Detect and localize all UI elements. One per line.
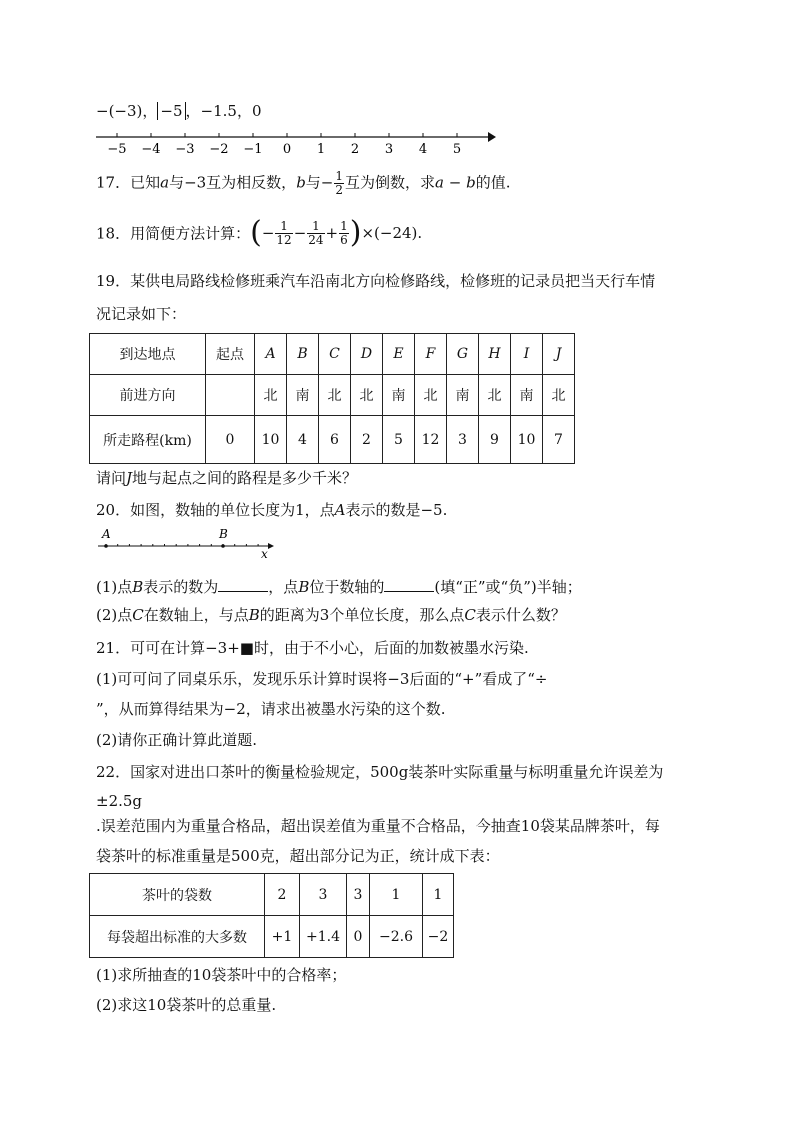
- q22-excess: −2: [423, 916, 454, 958]
- number-line-tick-label: −2: [209, 142, 229, 157]
- q19-direction: 南: [287, 375, 319, 416]
- q20-stem-post: 表示的数是−5.: [345, 501, 448, 519]
- number-line-2: [96, 527, 280, 559]
- number-line-tick-label: 0: [282, 142, 292, 157]
- q21-stem: 21．可可在计算−3+■时，由于不小心，后面的加数被墨水污染.: [96, 639, 529, 657]
- q19-q-post: 地与起点之间的路程是多少千米？: [132, 469, 358, 487]
- q19-distance: 2: [351, 416, 383, 464]
- q19-distance: 10: [511, 416, 543, 464]
- q18-f2-den: 24: [308, 232, 324, 247]
- point-b-dot: [221, 544, 225, 548]
- q17-t5: 的值.: [475, 173, 511, 192]
- q18-open-paren: (: [250, 215, 262, 250]
- q19-point: J: [543, 334, 575, 375]
- q17-t3: 与−: [305, 173, 334, 192]
- q22-excess: 0: [347, 916, 370, 958]
- q19-question: [96, 467, 357, 488]
- q19-q-point: J: [126, 469, 133, 487]
- q19-start-label: 起点: [206, 334, 255, 375]
- q17-fraction: [334, 170, 344, 197]
- number-line-tick-label: −5: [107, 142, 127, 157]
- q20-p2-mid: 在数轴上，与点: [143, 606, 249, 624]
- q19-line2: 况记录如下：: [96, 305, 187, 323]
- q20-part2: [96, 604, 566, 625]
- q19-header-distance: 所走路程(km): [90, 416, 206, 464]
- absolute-value: [157, 102, 185, 120]
- q17-number: 17．: [96, 173, 131, 192]
- q18-minus1: −: [261, 224, 275, 242]
- number-line-tick-label: −1: [243, 142, 263, 157]
- q19-q-pre: 请问: [96, 469, 127, 487]
- question-18: [96, 215, 423, 250]
- q20-p2-point: C: [132, 606, 144, 624]
- q19-line1: 19．某供电局路线检修班乘汽车沿南北方向检修路线，检修班的记录员把当天行车情: [96, 272, 656, 290]
- q18-f1-den: 12: [276, 232, 292, 247]
- q17-expr: a − b: [435, 173, 476, 192]
- q22-count: 3: [347, 874, 370, 916]
- q18-f1-num: 1: [275, 220, 292, 234]
- q20-p1-mid2: ，点: [268, 578, 299, 596]
- q19-point: B: [287, 334, 319, 375]
- q19-start-direction: [206, 375, 255, 416]
- q18-number: 18．: [96, 224, 131, 243]
- number-line-tick-label: 4: [418, 142, 428, 157]
- question-17: [96, 170, 510, 197]
- number-line-2-arrow: [268, 543, 274, 549]
- q22-excess: +1.4: [300, 916, 347, 958]
- q19-distance: 7: [543, 416, 575, 464]
- q22-excess: −2.6: [370, 916, 423, 958]
- q20-p2-end: 表示什么数？: [475, 606, 566, 624]
- q19-point: A: [255, 334, 287, 375]
- q19-direction: 北: [255, 375, 287, 416]
- q19-point: H: [479, 334, 511, 375]
- q17-t2: 与−3互为相反数，: [169, 173, 297, 192]
- q22-count: 1: [370, 874, 423, 916]
- q20-part1: [96, 576, 582, 597]
- point-a-dot: [104, 544, 108, 548]
- q19-header-direction: 前进方向: [90, 375, 206, 416]
- q19-direction: 北: [319, 375, 351, 416]
- q21-part1-line1: (1)可可问了同桌乐乐，发现乐乐计算时误将−3后面的“+”看成了“÷: [96, 670, 548, 688]
- q17-frac-num: 1: [335, 169, 344, 183]
- q22-part1: (1)求所抽查的10袋茶叶中的合格率；: [96, 966, 347, 984]
- q22-line3: .误差范围内为重量合格品，超出误差值为重量不合格品，今抽查10袋某品牌茶叶，每: [96, 817, 660, 835]
- q22-part2: (2)求这10袋茶叶的总重量.: [96, 996, 277, 1014]
- q19-point: C: [319, 334, 351, 375]
- q20-stem-point: A: [334, 501, 346, 519]
- number-line-tick-label: −4: [141, 142, 161, 157]
- q18-frac3: [339, 220, 349, 247]
- q20-p2-pre: (2)点: [96, 606, 133, 624]
- q18-f3-den: 6: [340, 232, 348, 247]
- q17-t4: 互为倒数，求: [345, 173, 436, 192]
- intro-part1: −(−3)，: [96, 102, 158, 120]
- q19-distance: 3: [447, 416, 479, 464]
- absolute-value-inner: −5: [160, 102, 183, 120]
- q19-distance: 4: [287, 416, 319, 464]
- q19-travel-table: [89, 333, 575, 464]
- q18-frac2: [307, 220, 324, 247]
- q18-plus: +: [325, 224, 339, 242]
- q20-p1-point: B: [132, 578, 144, 596]
- question-20: [96, 499, 447, 520]
- label-axis-x: x: [261, 547, 268, 559]
- number-line-tick-label: 3: [384, 142, 394, 157]
- q20-p1-pre: (1)点: [96, 578, 133, 596]
- q19-header-destination: 到达地点: [90, 334, 206, 375]
- q22-line2: ±2.5g: [96, 792, 143, 810]
- intro-values-line: [96, 100, 261, 121]
- q19-point: G: [447, 334, 479, 375]
- q18-frac1: [275, 220, 292, 247]
- q19-direction: 南: [511, 375, 543, 416]
- q22-line1: 22．国家对进出口茶叶的衡量检验规定，500g装茶叶实际重量与标明重量允许误差为: [96, 763, 664, 781]
- q19-start-distance: 0: [206, 416, 255, 464]
- q18-minus2: −: [293, 224, 307, 242]
- q22-count: 1: [423, 874, 454, 916]
- q19-direction: 北: [543, 375, 575, 416]
- q22-header-excess: 每袋超出标准的大多数: [90, 916, 265, 958]
- q18-close-paren: ): [349, 215, 362, 250]
- q20-stem-pre: 20．如图，数轴的单位长度为1，点: [96, 501, 335, 519]
- q21-part1-line2: ”，从而算得结果为−2，请求出被墨水污染的这个数.: [96, 700, 446, 718]
- q19-direction: 北: [351, 375, 383, 416]
- q21-part2: (2)请你正确计算此道题.: [96, 731, 258, 749]
- q20-p2-post: 的距离为3个单位长度，那么点: [259, 606, 465, 624]
- q18-tail: ×(−24).: [361, 224, 423, 242]
- q19-point: D: [351, 334, 383, 375]
- q19-point: F: [415, 334, 447, 375]
- q19-distance: 12: [415, 416, 447, 464]
- q19-point: E: [383, 334, 415, 375]
- q20-p1-mid: 表示的数为: [143, 578, 219, 596]
- q20-p1-point2: B: [298, 578, 310, 596]
- q20-p2-point2: B: [248, 606, 260, 624]
- q22-header-bags: 茶叶的袋数: [90, 874, 265, 916]
- label-point-a: A: [102, 527, 111, 541]
- q22-excess: +1: [265, 916, 300, 958]
- q19-distance: 10: [255, 416, 287, 464]
- q20-p1-post: (填“正”或“负”)半轴；: [434, 578, 582, 596]
- q17-var-b: b: [296, 173, 306, 192]
- label-point-b: B: [219, 527, 228, 541]
- number-line-tick-label: −3: [175, 142, 195, 157]
- q18-f3-num: 1: [340, 218, 348, 233]
- q19-distance: 6: [319, 416, 351, 464]
- q20-answer-blank-1[interactable]: [218, 577, 268, 592]
- q19-direction: 北: [479, 375, 511, 416]
- q18-f2-num: 1: [307, 220, 324, 234]
- q19-distance: 5: [383, 416, 415, 464]
- q22-tea-table: [89, 873, 454, 958]
- q19-direction: 北: [415, 375, 447, 416]
- q20-p1-mid3: 位于数轴的: [309, 578, 385, 596]
- number-line-tick-label: 5: [452, 142, 462, 157]
- q19-point: I: [511, 334, 543, 375]
- q17-var-a: a: [160, 173, 170, 192]
- q17-t1: 已知: [130, 173, 161, 192]
- q22-count: 3: [300, 874, 347, 916]
- number-line-1: [90, 126, 500, 158]
- intro-part2: ，−1.5，0: [185, 102, 262, 120]
- number-line-tick-label: 2: [350, 142, 360, 157]
- q18-text: 用简便方法计算：: [130, 224, 251, 243]
- q17-frac-den: 2: [335, 183, 344, 197]
- number-line-arrow: [488, 132, 496, 142]
- q20-p2-point3: C: [464, 606, 476, 624]
- q19-direction: 南: [447, 375, 479, 416]
- q20-answer-blank-2[interactable]: [384, 577, 434, 592]
- number-line-tick-label: 1: [316, 142, 326, 157]
- q19-direction: 南: [383, 375, 415, 416]
- q22-line4: 袋茶叶的标准重量是500克，超出部分记为正，统计成下表：: [96, 847, 500, 865]
- q19-distance: 9: [479, 416, 511, 464]
- q22-count: 2: [265, 874, 300, 916]
